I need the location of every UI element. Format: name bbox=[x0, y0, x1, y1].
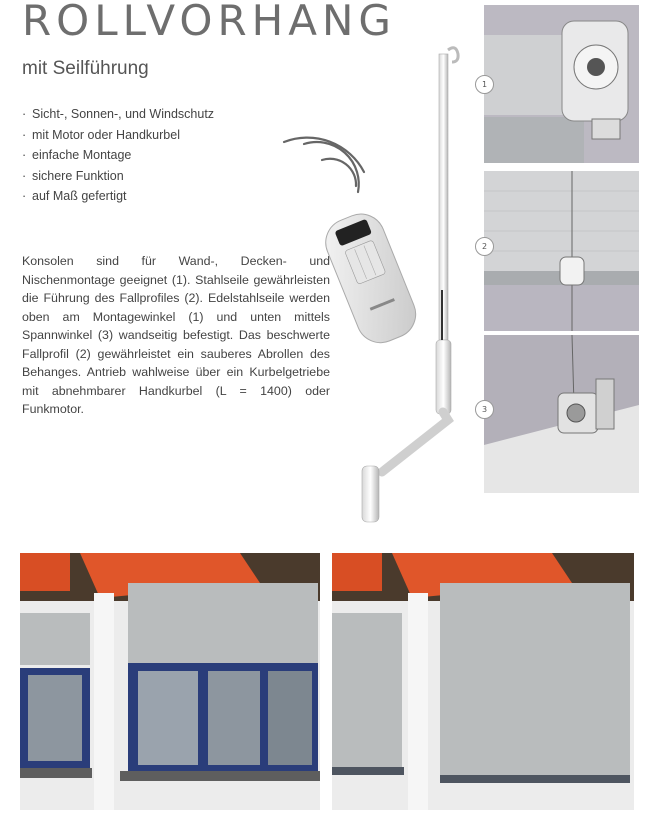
remote-control bbox=[319, 207, 423, 350]
list-item: · einfache Montage bbox=[22, 148, 132, 163]
list-item: · sichere Funktion bbox=[22, 168, 124, 183]
list-item: · auf Maß gefertigt bbox=[22, 189, 127, 204]
wireless-signal-icon bbox=[284, 138, 364, 192]
detail-photo-cable-guide bbox=[484, 171, 639, 331]
list-item: · Sicht-, Sonnen-, und Windschutz bbox=[22, 107, 215, 121]
detail-photo-tension-bracket bbox=[484, 335, 639, 493]
feature-text: mit Motor oder Handkurbel bbox=[32, 127, 180, 142]
description-paragraph: Konsolen sind für Wand-, Decken- und Nischenmontage geeignet (1). Stahlseile gewährleisten die Führung des Fallprofiles (2). Edelstahlseile werden oben am Montagewinkel (1) und unten mittels Spannwinkel (3) wandseitig befestigt. Das beschwerte Fallprofil (2) gewährleistet ein sauberes Abrollen des Behanges. Antrieb wahlweise über ein Kurbelgetriebe mit abnehmbarer Handkurbel (L = 1400) oder Funkmotor. bbox=[22, 254, 330, 416]
feature-list bbox=[22, 104, 214, 207]
feature-text: einfache Montage bbox=[32, 148, 132, 163]
page-title: ROLLVORHANG bbox=[22, 0, 396, 45]
feature-text: Sicht-, Sonnen-, und Windschutz bbox=[32, 107, 215, 121]
product-illustration bbox=[260, 40, 475, 530]
house-photo-blind-closed bbox=[332, 553, 634, 810]
page-subtitle: mit Seilführung bbox=[22, 58, 149, 79]
detail-photo-bracket bbox=[484, 5, 639, 163]
detail-badge-2: 2 bbox=[475, 237, 494, 256]
list-item: · mit Motor oder Handkurbel bbox=[22, 127, 180, 142]
detail-badge-3: 3 bbox=[475, 400, 494, 419]
detail-badge-1: 1 bbox=[475, 75, 494, 94]
feature-text: sichere Funktion bbox=[32, 168, 124, 183]
house-photo-blind-open bbox=[20, 553, 320, 810]
feature-text: auf Maß gefertigt bbox=[32, 189, 127, 204]
